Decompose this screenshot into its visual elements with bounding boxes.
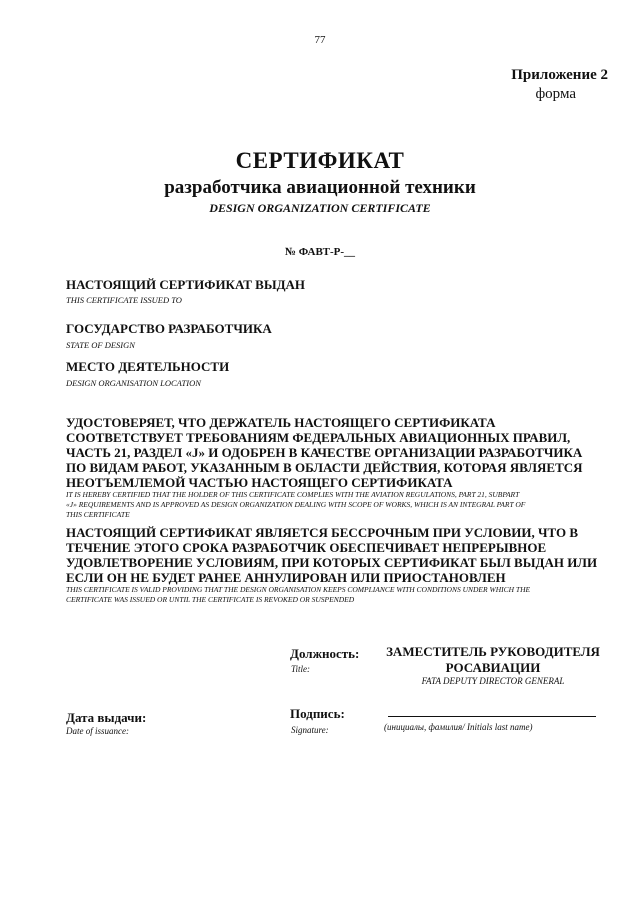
title-value-en: FATA DEPUTY DIRECTOR GENERAL xyxy=(421,676,565,686)
certificate-subtitle: разработчика авиационной техники xyxy=(164,177,476,198)
certify-line: ЧАСТЬ 21, РАЗДЕЛ «J» И ОДОБРЕН В КАЧЕСТВЕ ОРГАНИЗАЦИИ РАЗРАБОТЧИКА xyxy=(66,445,583,460)
location-label-en: DESIGN ORGANISATION LOCATION xyxy=(66,378,201,388)
certify-paragraph xyxy=(66,415,606,490)
validity-paragraph-en xyxy=(66,585,606,605)
page-number: 77 xyxy=(314,34,326,46)
issued-to-label-en: THIS CERTIFICATE ISSUED TO xyxy=(66,295,182,305)
certify-paragraph-en xyxy=(66,490,606,520)
appendix-label: Приложение 2 xyxy=(511,67,608,83)
certify-line: НЕОТЪЕМЛЕМОЙ ЧАСТЬЮ НАСТОЯЩЕГО СЕРТИФИКАТА xyxy=(66,475,453,490)
certify-line-en: «J» REQUIREMENTS AND IS APPROVED AS DESIGN ORGANIZATION DEALING WITH SCOPE OF WORKS, WHICH IS AN INTEGRAL PART OF xyxy=(66,500,526,509)
validity-line-en: THIS CERTIFICATE IS VALID PROVIDING THAT THE DESIGN ORGANISATION KEEPS COMPLIANCE WITH CONDITIONS UNDER WHICH THE xyxy=(66,585,531,594)
certify-line: УДОСТОВЕРЯЕТ, ЧТО ДЕРЖАТЕЛЬ НАСТОЯЩЕГО СЕРТИФИКАТА xyxy=(66,415,496,430)
validity-line: УДОВЛЕТВОРЕНИЕ УСЛОВИЯМ, ПРИ КОТОРЫХ СЕРТИФИКАТ БЫЛ ВЫДАН ИЛИ xyxy=(66,555,598,570)
certify-line-en: THIS CERTIFICATE xyxy=(66,510,130,519)
date-label-en: Date of issuance: xyxy=(66,726,129,736)
validity-line: ТЕЧЕНИЕ ЭТОГО СРОКА РАЗРАБОТЧИК ОБЕСПЕЧИВАЕТ НЕПРЕРЫВНОЕ xyxy=(66,540,547,555)
title-label: Должность: xyxy=(290,646,360,661)
certificate-title-en: DESIGN ORGANIZATION CERTIFICATE xyxy=(209,201,431,215)
validity-line: ЕСЛИ ОН НЕ БУДЕТ РАНЕЕ АННУЛИРОВАН ИЛИ ПРИОСТАНОВЛЕН xyxy=(66,570,506,585)
state-label: ГОСУДАРСТВО РАЗРАБОТЧИКА xyxy=(66,321,272,336)
certify-line-en: IT IS HEREBY CERTIFIED THAT THE HOLDER OF THIS CERTIFICATE COMPLIES WITH THE AVIATION REGULATIONS, PART 21, SUBPART xyxy=(66,490,520,499)
title-value-line: ЗАМЕСТИТЕЛЬ РУКОВОДИТЕЛЯ xyxy=(386,644,600,659)
title-label-en: Title: xyxy=(291,664,311,674)
state-label-en: STATE OF DESIGN xyxy=(66,340,135,350)
certificate-number: № ФАВТ-Р-__ xyxy=(284,246,356,258)
title-value xyxy=(378,644,608,676)
validity-line: НАСТОЯЩИЙ СЕРТИФИКАТ ЯВЛЯЕТСЯ БЕССРОЧНЫМ ПРИ УСЛОВИИ, ЧТО В xyxy=(66,525,579,540)
signature-label: Подпись: xyxy=(290,706,345,721)
issued-to-label: НАСТОЯЩИЙ СЕРТИФИКАТ ВЫДАН xyxy=(66,277,306,292)
date-label: Дата выдачи: xyxy=(66,710,147,725)
validity-paragraph xyxy=(66,525,606,585)
location-label: МЕСТО ДЕЯТЕЛЬНОСТИ xyxy=(66,359,230,374)
certify-line: СООТВЕТСТВУЕТ ТРЕБОВАНИЯМ ФЕДЕРАЛЬНЫХ АВИАЦИОННЫХ ПРАВИЛ, xyxy=(66,430,571,445)
validity-line-en: CERTIFICATE WAS ISSUED OR UNTIL THE CERTIFICATE IS REVOKED OR SUSPENDED xyxy=(66,595,355,604)
signature-line xyxy=(388,716,596,717)
signature-label-en: Signature: xyxy=(291,725,329,735)
title-value-line: РОСАВИАЦИИ xyxy=(445,660,541,675)
signature-caption: (инициалы, фамилия/ Initials last name) xyxy=(384,722,533,732)
certify-line: ПО ВИДАМ РАБОТ, УКАЗАННЫМ В ОБЛАСТИ ДЕЙСТВИЯ, КОТОРАЯ ЯВЛЯЕТСЯ xyxy=(66,460,583,475)
certificate-title: СЕРТИФИКАТ xyxy=(235,148,405,173)
form-label: форма xyxy=(535,86,576,102)
